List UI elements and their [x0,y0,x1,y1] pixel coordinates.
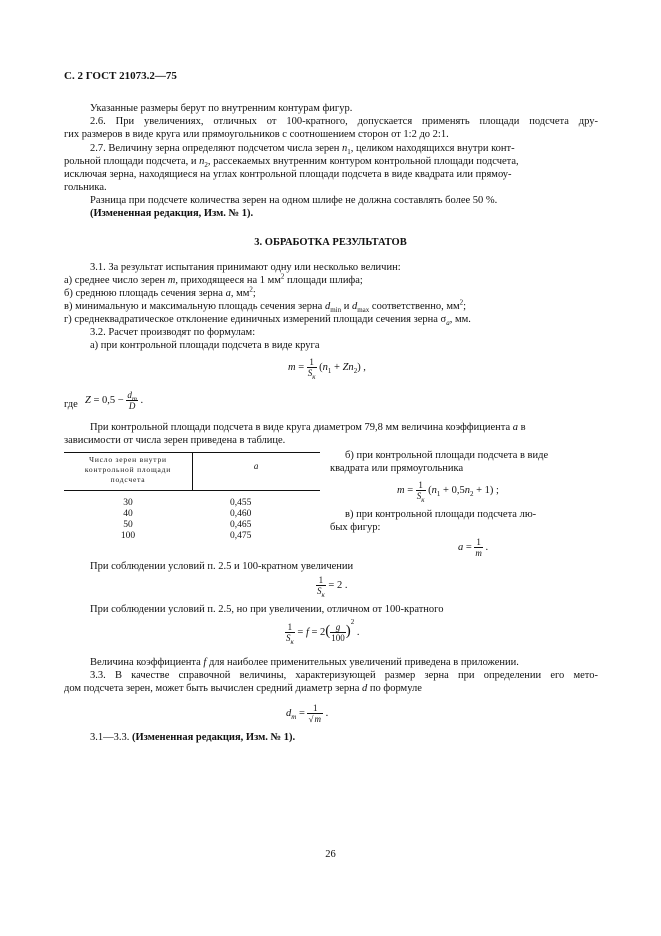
table-col-divider [192,452,193,490]
paragraph-2-7-text-d: , рассекаемых внутренним контуром контрольной площади подсчета, [207,156,519,167]
formula-square: m = $\frac{1}{S_к}$ $(n_1 + 0,5n_2 + 1)$ ; [397,480,499,504]
item-v-text-3: соответственно, мм [369,301,460,312]
paragraph-2-7-text-c: рольной площади подсчета, и [64,156,200,167]
item-3-1-g: г) среднеквадратическое отклонение единичных измерений площади сечения зерна $\sigma_a$, мм. [64,314,471,328]
table-cell-n: 40 [123,509,133,519]
paragraph-3-3-text: дом подсчета зерен, может быть вычислен средний диаметр зерна [64,683,363,694]
section-title: 3. ОБРАБОТКА РЕЗУЛЬТАТОВ [254,237,407,248]
item-3-2-v-line2: бых фигур: [330,522,381,533]
item-3-2-b-line1: б) при контрольной площади подсчета в виде [345,450,549,461]
item-a-text-2: , приходящееся на 1 мм [175,275,281,286]
paragraph-3-1: 3.1. За результат испытания принимают одну или несколько величин: [90,262,401,273]
item-a-text-3: площади шлифа; [284,275,363,286]
item-a-text: а) среднее число зерен [64,275,168,286]
paragraph-2-6-line1: 2.6. При увеличениях, отличных от 100-кратного, допускается применять площади подсчета дру- [90,116,598,127]
circle-paragraph-line2: зависимости от числа зерен приведена в таблице. [64,435,286,446]
table-col1-header-line2: контрольной площади [84,465,172,474]
edit-note-2 [90,731,295,744]
edit-note-2-prefix: 3.1—3.3. [90,732,132,743]
circle-text: При контрольной площади подсчета в виде круга диаметром 79,8 мм величина коэффициента [90,422,511,433]
paragraph-2-7-line1: 2.7. Величину зерна определяют подсчетом числа зерен $n_1$, целиком находящихся внутри конт- [90,143,515,157]
paragraph-contours: Указанные размеры берут по внутренним контурам фигур. [90,103,353,114]
formula-1-over-sk-equals-2: $\frac{1}{S_к}$ = 2 . [317,575,348,599]
formula-circle: m = $\frac{1}{S_к}$ $(n_1 + Zn_2)$ , [288,357,366,381]
page-header: С. 2 ГОСТ 21073.2—75 [64,70,177,82]
circle-paragraph-line1: При контрольной площади подсчета в виде круга диаметром 79,8 мм величина коэффициента a в [90,422,526,433]
where-label: где [64,399,78,410]
paragraph-2-7-text-b: , целиком находящихся внутри конт- [350,143,515,154]
item-3-1-v: в) минимальную и максимальную площадь сечения зерна $d_{min}$ и $d_{max}$ соответственно, $мм^2$; [64,298,467,315]
table-cell-n: 100 [120,531,136,541]
item-3-2-a: а) при контрольной площади подсчета в виде круга [90,340,320,351]
paragraph-2-7-line2: рольной площади подсчета, и $n_2$, рассекаемых внутренним контуром контрольной площади подсчета, [64,156,519,170]
table-cell-n: 50 [123,520,133,530]
coefficient-f-note: Величина коэффициента f для наиболее применительных увеличений приведена в приложении. [90,657,519,668]
table-cell-a: 0,465 [230,520,252,530]
table-col2-header: a [253,461,260,471]
edit-note-1: (Измененная редакция, Изм. № 1). [90,208,254,219]
formula-z: Z = 0,5 − $\frac{d_m}{D}$ . [85,390,144,411]
paragraph-3-2: 3.2. Расчет производят по формулам: [90,327,256,338]
coefficient-f-text-2: для наиболее применительных увеличений приведена в приложении. [206,657,519,668]
paragraph-3-3-line1: 3.3. В качестве справочной величины, характеризующей размер зерна при определении его мето- [90,670,598,681]
item-v-text-2: и [341,301,352,312]
paragraph-difference: Разница при подсчете количества зерен на одном шлифе не должна составлять более 50 %. [90,195,498,206]
paragraph-2-7-line4: гольника. [64,182,107,193]
table-header-rule [64,490,320,491]
paragraph-2-6-line2: гих размеров в виде круга или прямоугольников с соотношением сторон от 1:2 до 2:1. [64,129,449,140]
edit-note-2-text: (Измененная редакция, Изм. № 1). [132,732,296,743]
condition-100x: При соблюдении условий п. 2.5 и 100-кратном увеличении [90,561,354,572]
page-number: 26 [325,849,336,860]
coefficient-f-text: Величина коэффициента [90,657,204,668]
item-g-text: г) среднеквадратическое отклонение единичных измерений площади сечения зерна σ [64,314,447,325]
table-cell-a: 0,460 [230,509,252,519]
item-3-1-b: б) среднюю площадь сечения зерна a, $мм^2$; [64,285,256,299]
table-cell-a: 0,455 [230,498,252,508]
table-col1-header [64,455,192,485]
paragraph-2-7-text-a: 2.7. Величину зерна определяют подсчетом числа зерен [90,143,343,154]
formula-f: $\frac{1}{S_к}$ = f = 2( $\frac{g}{100}$ )$^2$ . [286,618,360,646]
item-b-text-2: , мм [230,288,250,299]
table-col1-header-line1: Число зерен внутри [89,455,167,464]
item-b-text: б) среднюю площадь сечения зерна [64,288,226,299]
item-3-2-v-line1: в) при контрольной площади подсчета лю- [345,509,537,520]
table-col1-header-line3: подсчета [110,475,146,484]
paragraph-2-7-line3: исключая зерна, находящиеся на углах контрольной площади подсчета в виде квадрата или прямоу- [64,169,512,180]
item-3-2-b-line2: квадрата или прямоугольника [330,463,464,474]
formula-any-figure: a = $\frac{1}{m}$ . [458,537,489,558]
formula-mean-diameter: $d_m$ = $\frac{1}{√m}$ . [286,703,329,724]
item-3-1-a: а) среднее число зерен m, приходящееся на 1 $мм^2$ площади шлифа; [64,272,363,286]
condition-other-magnification: При соблюдении условий п. 2.5, но при увеличении, отличном от 100-кратного [90,604,444,615]
paragraph-3-3-text-2: по формуле [367,683,422,694]
table-cell-a: 0,475 [230,531,252,541]
paragraph-3-3-line2: дом подсчета зерен, может быть вычислен средний диаметр зерна d по формуле [64,683,422,694]
item-v-text: в) минимальную и максимальную площадь сечения зерна [64,301,325,312]
table-cell-n: 30 [123,498,133,508]
item-g-text-2: , мм. [449,314,471,325]
